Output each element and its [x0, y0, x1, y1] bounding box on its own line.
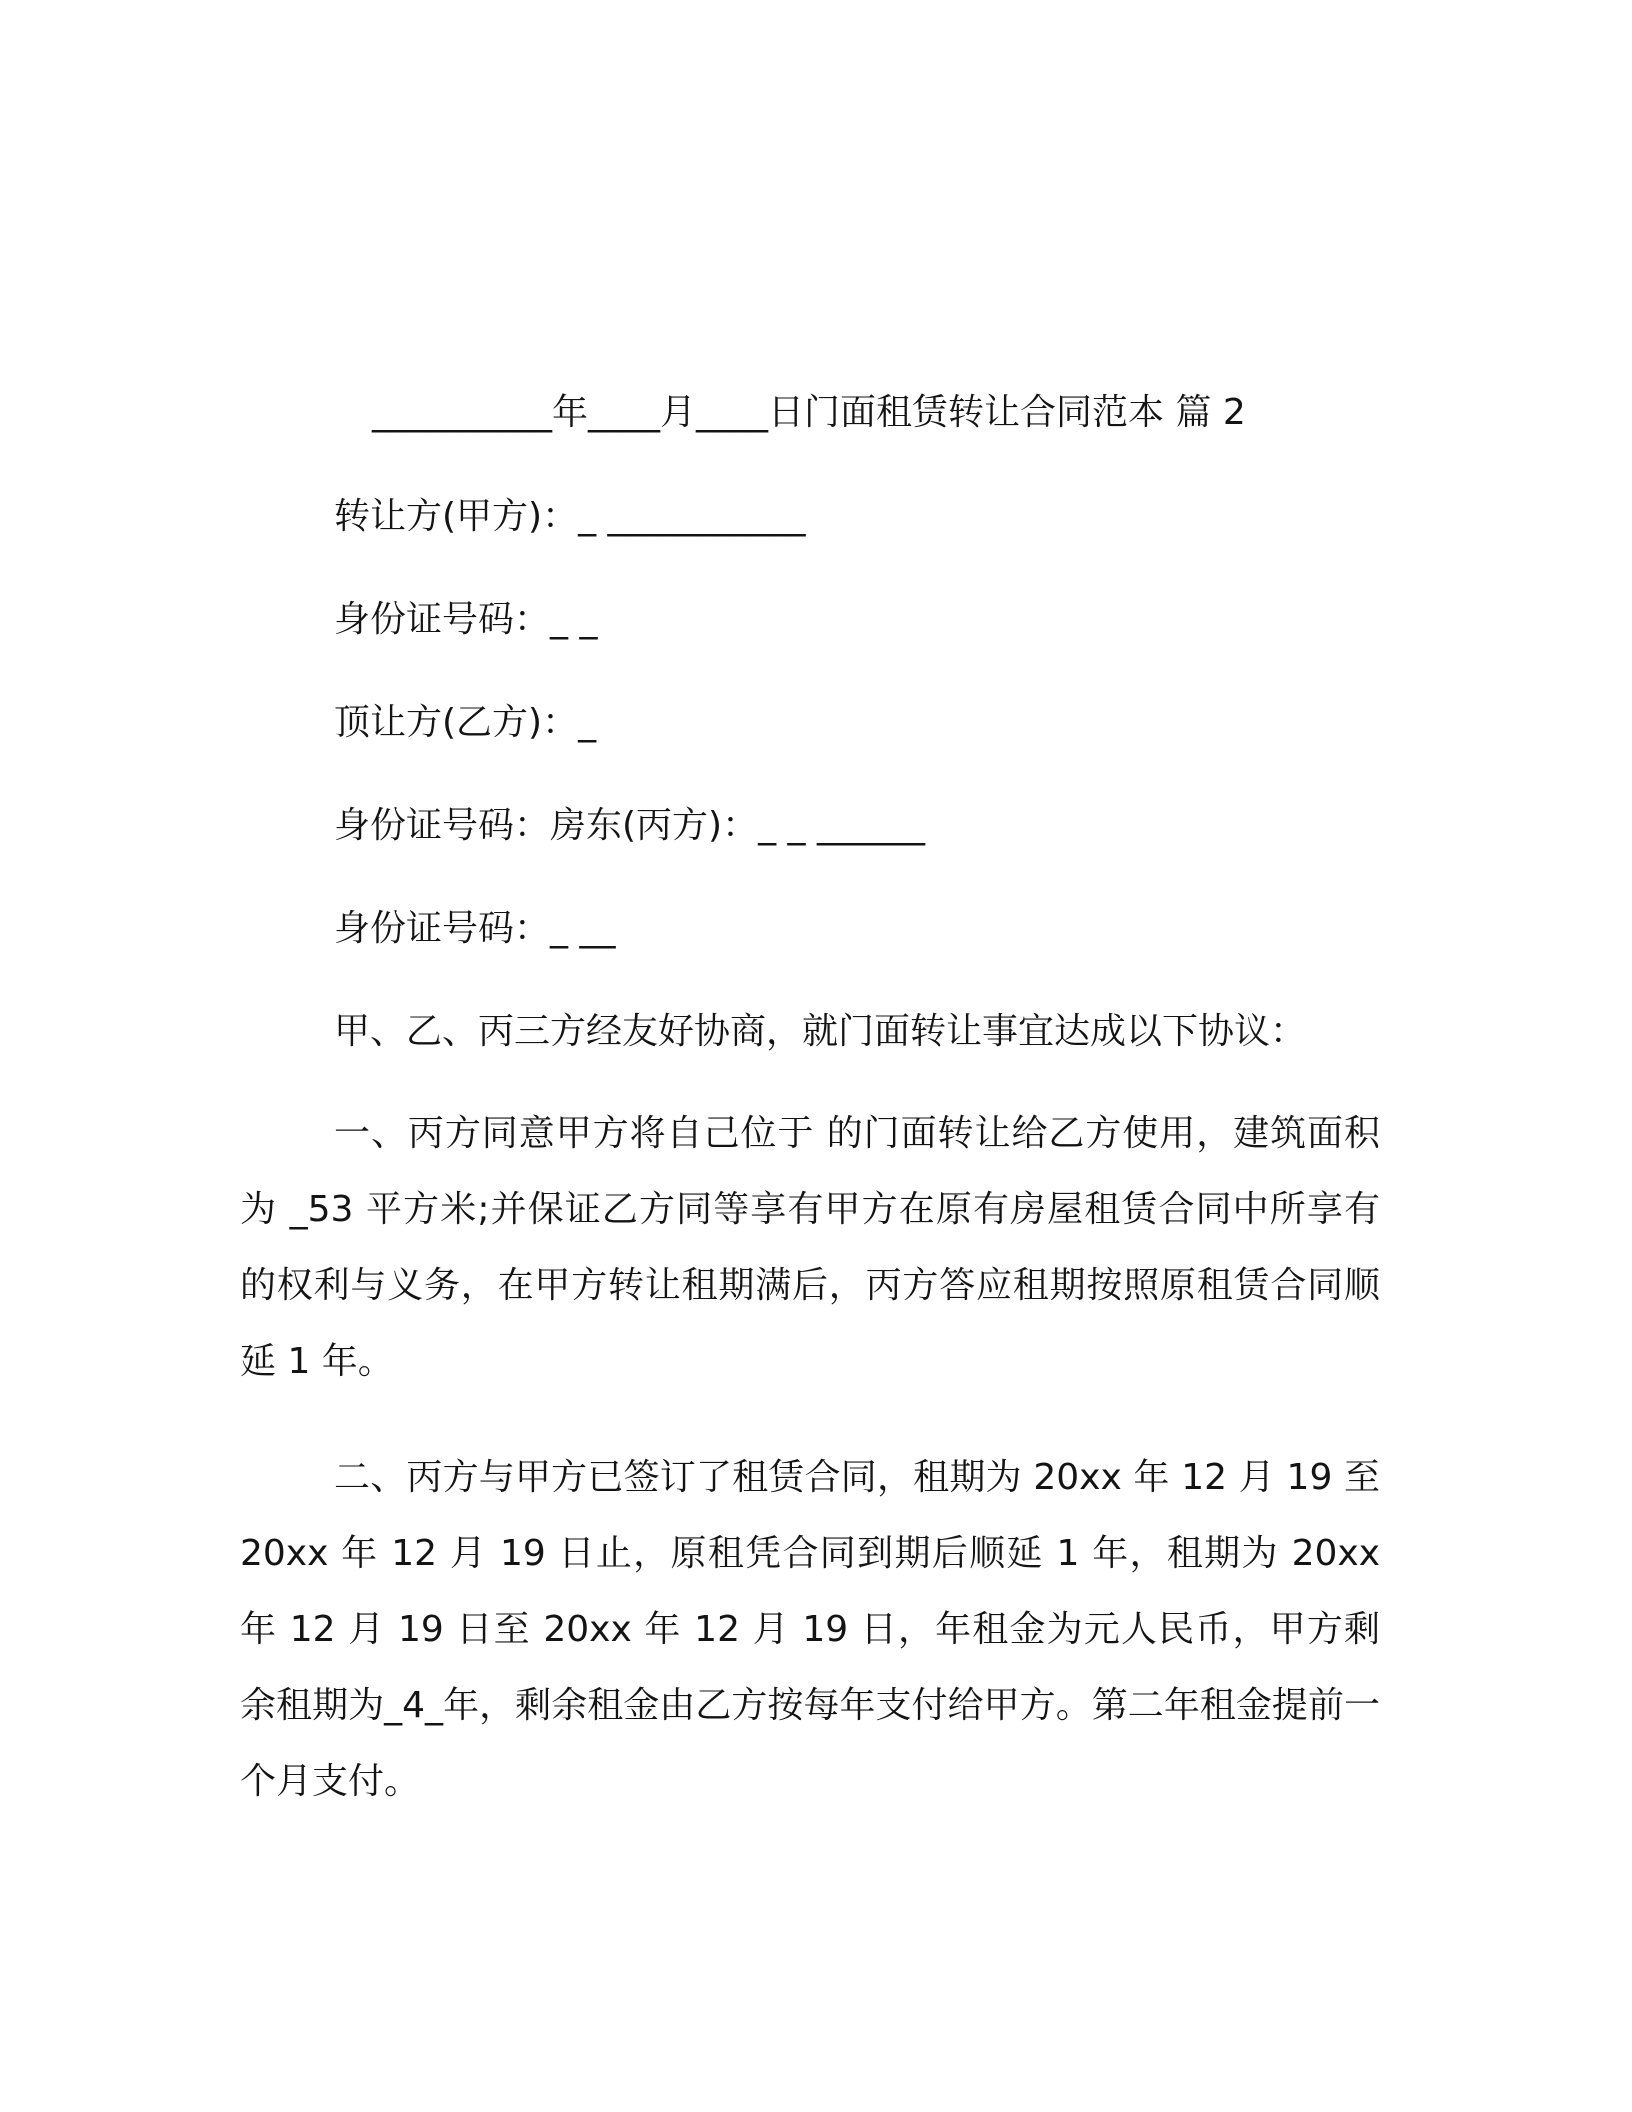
- transferee-id-landlord-field: 身份证号码：房东(丙方)：_ _ ______: [334, 805, 925, 846]
- document-title: __________年____月____日门面租赁转让合同范本 篇 2: [372, 392, 1246, 433]
- transferor-id-field: 身份证号码：_ _: [334, 599, 598, 640]
- clause-one: 一、丙方同意甲方将自己位于 的门面转让给乙方使用，建筑面积为 _53 平方米;并保证乙方同等享有甲方在原有房屋租赁合同中所享有的权利与义务，在甲方转让租期满后，丙方答应租期按照原租赁合同顺延 1 年。: [240, 1113, 1380, 1382]
- transferor-field: 转让方(甲方)：_ ___________: [334, 496, 806, 537]
- landlord-id-field: 身份证号码：_ __: [334, 908, 616, 949]
- transferee-field: 顶让方(乙方)：_: [334, 702, 597, 743]
- clause-two: 二、丙方与甲方已签订了租赁合同，租期为 20xx 年 12 月 19 至 20xx 年 12 月 19 日止，原租凭合同到期后顺延 1 年，租期为 20xx 年 12 月 19 日至 20xx 年 12 月 19 日，年租金为元人民币，甲方剩余租期为_4_年，剩余租金由乙方按每年支付给甲方。第二年租金提前一个月支付。: [240, 1457, 1380, 1802]
- agreement-intro: 甲、乙、丙三方经友好协商，就门面转让事宜达成以下协议：: [334, 1011, 1307, 1052]
